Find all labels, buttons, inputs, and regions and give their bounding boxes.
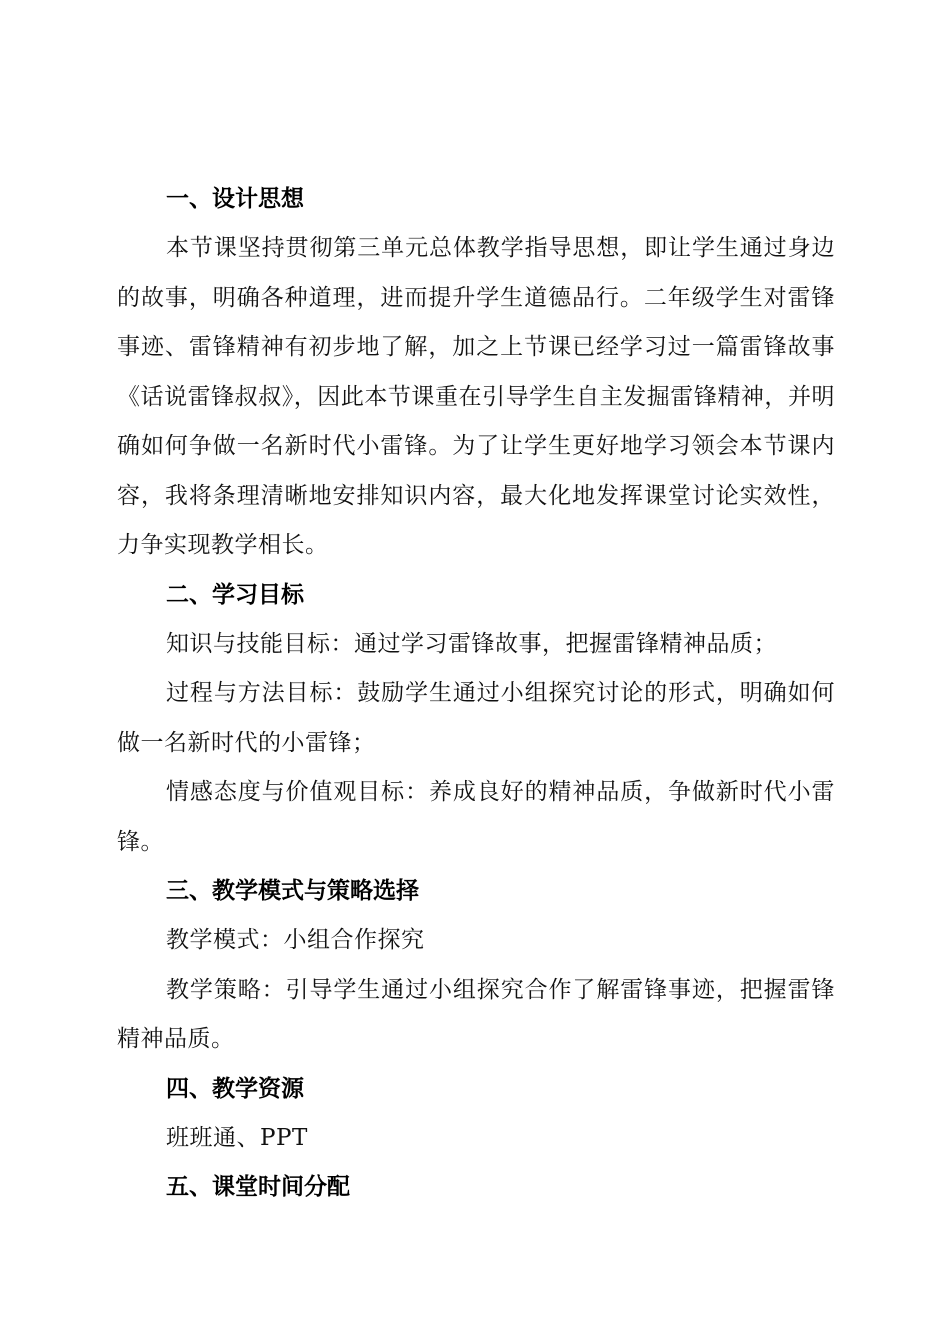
paragraph-teaching-strategy: 教学策略：引导学生通过小组探究合作了解雷锋事迹，把握雷锋精神品质。 bbox=[117, 976, 835, 1052]
paragraph-emotion-goal: 情感态度与价值观目标：养成良好的精神品质，争做新时代小雷锋。 bbox=[117, 779, 835, 855]
paragraph-teaching-resources: 班班通、PPT bbox=[166, 1124, 308, 1151]
section-heading-learning-goals: 二、学习目标 bbox=[166, 581, 304, 608]
document-body bbox=[117, 175, 835, 1212]
paragraph-teaching-mode: 教学模式：小组合作探究 bbox=[166, 927, 425, 953]
section-heading-teaching-mode: 三、教学模式与策略选择 bbox=[166, 878, 419, 904]
paragraph-process-goal: 过程与方法目标：鼓励学生通过小组探究讨论的形式，明确如何做一名新时代的小雷锋； bbox=[117, 680, 835, 756]
section-heading-time-allocation: 五、课堂时间分配 bbox=[166, 1174, 350, 1200]
section-heading-design-thought: 一、设计思想 bbox=[166, 186, 304, 212]
section-heading-teaching-resources: 四、教学资源 bbox=[166, 1075, 304, 1102]
paragraph-design-thought: 本节课坚持贯彻第三单元总体教学指导思想，即让学生通过身边的故事，明确各种道理，进而提升学生道德品行。二年级学生对雷锋事迹、雷锋精神有初步地了解，加之上节课已经学习过一篇雷锋故事《话说雷锋叔叔》，因此本节课重在引导学生自主发掘雷锋精神，并明确如何争做一名新时代小雷锋。为了让学生更好地学习领会本节课内容，我将条理清晰地安排知识内容，最大化地发挥课堂讨论实效性，力争实现教学相长。 bbox=[117, 235, 835, 558]
paragraph-knowledge-goal: 知识与技能目标：通过学习雷锋故事，把握雷锋精神品质； bbox=[166, 630, 777, 657]
